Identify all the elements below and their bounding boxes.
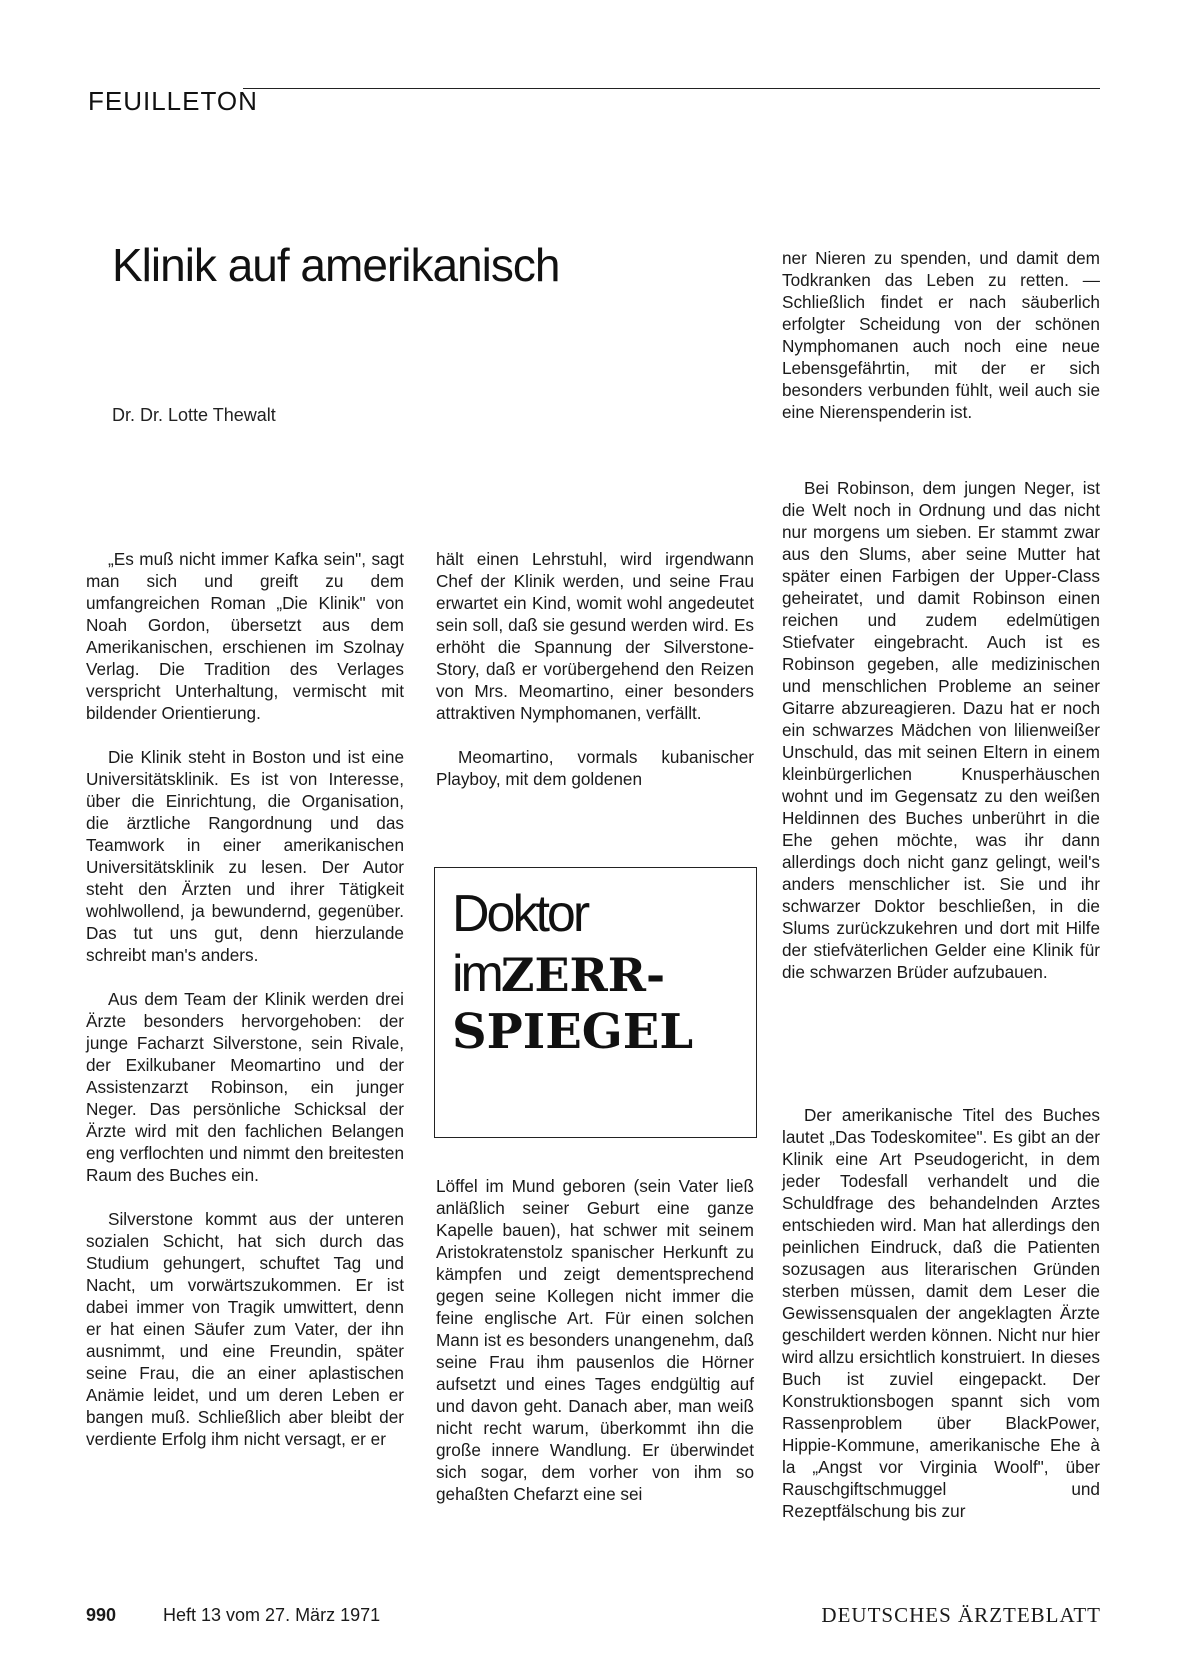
inset-box — [434, 867, 757, 1138]
inset-line-1: Doktor — [452, 885, 588, 943]
inset-line-3: SPIEGEL — [452, 1004, 694, 1060]
paragraph: Aus dem Team der Klinik werden drei Ärzte besonders hervorgehoben: der junge Facharzt Silverstone, sein Rivale, der Exilkubaner Meomartino und der Assistenzarzt Robinson, ein junger Neger. Das persönliche Schicksal der Ärzte wird mit den fachlichen Belangen eng verflochten und nimmt den breitesten Raum des Buches ein. — [86, 989, 404, 1185]
paragraph: ner Nieren zu spenden, und damit dem Todkranken das Leben zu retten. — Schließlich findet er nach säuberlich erfolgter Scheidung von der schönen Nymphomanen auch noch eine neue Lebensgefährtin, mit der er sich besonders verbunden fühlt, weil auch sie eine Nierenspenderin ist. — [782, 248, 1100, 422]
column-2-bottom — [436, 1175, 754, 1527]
paragraph: Silverstone kommt aus der unteren sozialen Schicht, hat sich durch das Studium gehungert, schuftet Tag und Nacht, um vorwärtszukommen. Er ist dabei immer von Tragik umwittert, denn er hat einen Säufer zum Vater, der ihn ausnimmt, und eine Freundin, später seine Frau, die an einer aplastischen Anämie leidet, und um deren Leben er bangen muß. Schließlich aber bleibt der verdiente Erfolg ihm nicht versagt, er er — [86, 1209, 404, 1449]
inset-line-2 — [452, 944, 665, 1004]
column-3-middle — [782, 477, 1100, 1005]
paragraph: „Es muß nicht immer Kafka sein", sagt man sich und greift zu dem umfangreichen Roman „Die Klinik" von Noah Gordon, übersetzt aus dem Amerikanischen, erschienen im Szolnay Verlag. Die Tradition des Verlages verspricht Unterhaltung, vermischt mit bildender Orientierung. — [86, 549, 404, 723]
paragraph: Die Klinik steht in Boston und ist eine Universitätsklinik. Es ist von Interesse, über die Einrichtung, die Organisation, die ärztliche Rangordnung und das Teamwork in einer amerikanischen Universitätsklinik zu lesen. Der Autor steht den Ärzten und ihrer Tätigkeit wohlwollend, ja bewundernd, gegenüber. Das tut uns gut, denn hierzulande schreibt man's anders. — [86, 747, 404, 965]
paragraph: Meomartino, vormals kubanischer Playboy, mit dem goldenen — [436, 747, 754, 789]
section-rule — [243, 88, 1100, 89]
paragraph: Der amerikanische Titel des Buches lautet „Das Todeskomitee". Es gibt an der Klinik eine Art Pseudogericht, in dem jeder Todesfall verhandelt und die Schuldfrage des behandelnden Arztes entschieden wird. Man hat allerdings den peinlichen Eindruck, daß die Patienten sozusagen aus literarischen Gründen sterben müssen, damit dem Leser die Gewissensqualen der angeklagten Ärzte geschildert werden können. Nicht nur hier wird allzu ersichtlich konstruiert. In dieses Buch ist zuviel eingepackt. Der Konstruktionsbogen spannt sich vom Rassenproblem über BlackPower, Hippie-Kommune, amerikanische Ehe à la „Angst vor Virginia Woolf", über Rauschgiftschmuggel und Rezeptfälschung bis zur — [782, 1105, 1100, 1521]
paragraph: Bei Robinson, dem jungen Neger, ist die Welt noch in Ordnung und das nicht nur morgens um sieben. Er stammt zwar aus den Slums, aber seine Mutter hat später einen Farbigen der Upper-Class geheiratet, und damit Robinson einen reichen und zudem edelmütigen Stiefvater eingebracht. Auch ist es Robinson gegeben, alle medizinischen und menschlichen Probleme an seiner Gitarre abzureagieren. Dazu hat er noch ein schwarzes Mädchen von lilienweißer Unschuld, das mit seinen Eltern in einem kleinbürgerlichen Knusperhäuschen wohnt und im Gegensatz zu den weißen Heldinnen des Buches unberührt in die Ehe gehen möchte, was ihr dann allerdings doch nicht ganz gelingt, weil's anders menschlicher ist. Sie und ihr schwarzer Doktor beschließen, in die Slums zurückzukehren und dort mit Hilfe der stiefväterlichen Gelder eine Klinik für die schwarzen Brüder aufzubauen. — [782, 478, 1100, 982]
article-title: Klinik auf amerikanisch — [112, 239, 560, 291]
paragraph: hält einen Lehrstuhl, wird irgendwann Chef der Klinik werden, und seine Frau erwartet ein Kind, womit wohl angedeutet sein soll, daß sie gesund werden wird. Es erhöht die Spannung der Silverstone-Story, daß er vorübergehend den Reizen von Mrs. Meomartino, einer besonders attraktiven Nymphomanen, verfällt. — [436, 549, 754, 723]
section-label: FEUILLETON — [88, 86, 258, 116]
column-3-bottom — [782, 1104, 1100, 1544]
inset-line-2-big: ZERR- — [500, 948, 666, 1002]
footer-page-number: 990 — [86, 1605, 117, 1625]
column-3-top — [782, 247, 1100, 445]
column-2-top — [436, 548, 754, 812]
footer-journal-name: DEUTSCHES ÄRZTEBLATT — [821, 1603, 1101, 1627]
article-author: Dr. Dr. Lotte Thewalt — [112, 405, 276, 425]
footer-issue: Heft 13 vom 27. März 1971 — [163, 1605, 381, 1625]
inset-line-2-small: im — [452, 945, 501, 1003]
paragraph: Löffel im Mund geboren (sein Vater ließ anläßlich seiner Geburt eine ganze Kapelle bauen), hat schwer mit seinem Aristokratenstolz spanischer Herkunft zu kämpfen und zeigt dementsprechend gegen seine Kollegen nicht immer die feine englische Art. Für einen solchen Mann ist es besonders unangenehm, daß seine Frau ihm pausenlos die Hörner aufsetzt und eines Tages endgültig auf und davon geht. Danach aber, man weiß nicht recht warum, überkommt ihn die große innere Wandlung. Er überwindet sich sogar, dem vorher von ihm so gehaßten Chefarzt eine sei — [436, 1176, 754, 1504]
column-1 — [86, 548, 404, 1472]
